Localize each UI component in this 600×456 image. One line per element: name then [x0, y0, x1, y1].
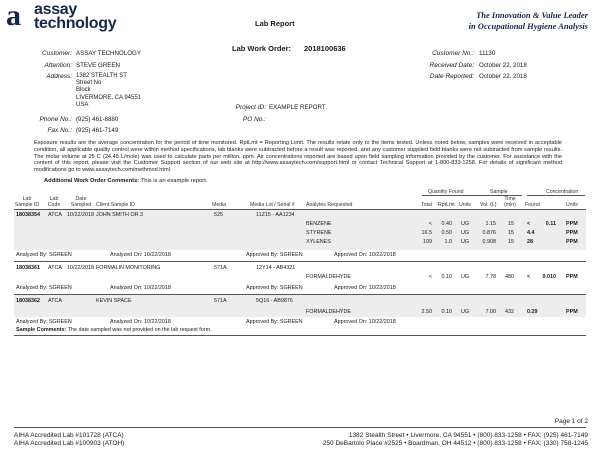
- attention-value: STEVE GREEN: [76, 62, 121, 69]
- analyte-time: 432: [505, 309, 514, 315]
- lab-code: ATCA: [48, 265, 62, 271]
- header-total: Total: [421, 202, 432, 208]
- header-analytes: Analytes Requested: [306, 202, 353, 208]
- header-lab-code: Lab Code: [47, 196, 61, 208]
- date-reported-value: October 22, 2018: [479, 73, 527, 80]
- header-client-sample-id: Client Sample ID: [96, 202, 135, 208]
- media: 571A: [214, 298, 227, 304]
- analyte-total: 2.50: [421, 309, 432, 315]
- address-line: LIVERMORE, CA 94551: [76, 94, 142, 101]
- header-media-lot: Media Lot / Serial #: [250, 202, 295, 208]
- approved-on: Approved On: 10/22/2018: [334, 285, 396, 291]
- header-group-quantity: Quantity Found: [428, 189, 464, 195]
- analyte-vol: 0.908: [482, 239, 496, 245]
- analyte-conc-units: PPM: [566, 274, 578, 280]
- exposure-notes: Exposure results are the average concentration for the period of time monitored. RptLmt = Reporting Limit. The results relate only to the items tested. Unless noted below, samples were received in acceptable condition, all applicable quality control were within method specifications, lab blanks were subtracted before a result was reported, and any customer supplied field blanks were not subtracted from sample results. The molar volume at 25 C (24.45 L/mole) was used to calculate parts per million, ppm. Air concentrations reported are based upon field sampling information provided by the customer. For assistance with the content of this report, please visit the Customer Support section of our web site at http://www.assaytech.com/support.html or contact Technical Support at 1-800-833-1258. For details of significant method modifications go to www.assaytech.com/methmod.html.: [34, 140, 562, 174]
- analyte-units: UG: [461, 230, 470, 236]
- header-units: Units: [459, 202, 471, 208]
- footer-addresses: [323, 432, 588, 448]
- project-id-label: Project ID:: [235, 104, 266, 111]
- group-rule-concentration: [527, 195, 585, 196]
- header-rptlmt: RptLmt: [438, 202, 455, 208]
- analyte-total: <: [428, 221, 432, 227]
- logo-word-technology: technology: [34, 15, 117, 32]
- company-logo: [6, 2, 156, 36]
- media-lot: 11Z15 - AA1234: [256, 212, 295, 218]
- analyzed-by: Analyzed By: SGREEN: [16, 285, 72, 291]
- header-found: Found: [525, 202, 540, 208]
- media: 571A: [214, 265, 227, 271]
- header-group-concentration: Concentration: [546, 189, 579, 195]
- approved-on: Approved On: 10/22/2018: [334, 252, 396, 258]
- customer-label: Customer:: [42, 50, 72, 57]
- analyte-name: FORMALDEHYDE: [306, 274, 351, 280]
- header-conc-units: Units: [566, 202, 578, 208]
- page-indicator: Page 1 of 2: [554, 418, 588, 425]
- footer-address-line: 1382 Stealth Street • Livermore, CA 94551 • (800) 833-1258 • FAX: (925) 461-7149: [348, 432, 588, 439]
- lab-sample-id: 18038354: [16, 212, 40, 218]
- analyte-conc-units: PPM: [566, 230, 578, 236]
- analyte-rptlmt: 0.10: [441, 309, 452, 315]
- analyte-time: 15: [508, 239, 514, 245]
- tagline-line-2: in Occupational Hygiene Analysis: [468, 21, 588, 31]
- address-line: USA: [76, 101, 89, 108]
- work-order-value: 2018100636: [304, 44, 346, 53]
- analyzed-by: Analyzed By: SGREEN: [16, 252, 72, 258]
- approved-on: Approved On: 10/22/2018: [334, 319, 396, 325]
- analyte-conc-units: PPM: [566, 221, 578, 227]
- header-lab-sample-id: Lab Sample ID: [14, 196, 40, 208]
- attention-label: Attention:: [44, 62, 72, 69]
- analyte-time: 15: [508, 230, 514, 236]
- header-group-sample: Sample: [490, 189, 508, 195]
- analyte-units: UG: [461, 239, 470, 245]
- header-media: Media: [212, 202, 227, 208]
- analyzed-on: Analyzed On: 10/22/2018: [110, 285, 171, 291]
- header-vol: Vol. (L): [480, 202, 497, 208]
- customer-value: ASSAY TECHNOLOGY: [76, 50, 141, 57]
- header-date-sampled: Date Sampled: [70, 196, 92, 208]
- lab-code: ATCA: [48, 298, 62, 304]
- address-label: Address:: [46, 73, 72, 80]
- client-sample-id: JOHN SMITH OR 3: [96, 212, 144, 218]
- footer-accreditations: [14, 432, 124, 448]
- analyte-total: 109: [423, 239, 432, 245]
- date-sampled: 10/22/2018: [67, 212, 94, 218]
- fax-label: Fax No.:: [47, 127, 72, 134]
- phone-value: (925) 461-8880: [76, 116, 119, 123]
- received-date-value: October 22, 2018: [479, 62, 527, 69]
- logo-mark: a: [6, 0, 21, 32]
- analyte-name: BENZENE: [306, 221, 332, 227]
- analyte-conc-units: PPM: [566, 239, 578, 245]
- analyte-total: <: [428, 274, 432, 280]
- additional-comments-value: This is an example report.: [140, 178, 208, 184]
- header-time: Time (min): [504, 196, 516, 208]
- address-line: Block: [76, 87, 91, 94]
- analyte-found: 0.010: [542, 274, 556, 280]
- analyte-name: FORMALDEHYDE: [306, 309, 351, 315]
- analyte-vol: 1.15: [485, 221, 496, 227]
- date-reported-label: Date Reported:: [429, 73, 474, 80]
- approved-by: Approved By: SGREEN: [246, 319, 303, 325]
- project-id-value: EXAMPLE REPORT: [269, 104, 326, 111]
- footer-accreditation-line: AIHA Accredited Lab #100903 (ATOH): [14, 440, 125, 447]
- sample-comment: [16, 327, 212, 333]
- analyte-flag: <: [527, 221, 531, 227]
- address-block: [76, 73, 141, 109]
- analyte-found: 4.4: [527, 230, 535, 236]
- analyte-time: 15: [508, 221, 514, 227]
- work-order-label: Lab Work Order:: [232, 44, 292, 53]
- customer-no-value: 11130: [479, 50, 496, 57]
- footer-rule: [14, 427, 586, 428]
- analyte-units: UG: [461, 274, 470, 280]
- sample-comment-value: The date sampled was not provided on the lab request form.: [67, 327, 212, 333]
- analyte-total: 16.5: [421, 230, 432, 236]
- analyte-rptlmt: 0.40: [441, 221, 452, 227]
- phone-label: Phone No.:: [39, 116, 72, 123]
- address-line: 1382 STEALTH ST: [76, 73, 127, 79]
- analyte-flag: <: [527, 274, 531, 280]
- media: 525: [214, 212, 223, 218]
- received-date-label: Received Date:: [429, 62, 474, 69]
- analyte-name: STYRENE: [306, 230, 332, 236]
- analyte-rptlmt: 1.0: [444, 239, 452, 245]
- analyte-units: UG: [461, 221, 470, 227]
- media-lot: 5Q16 - AB9876: [256, 298, 293, 304]
- lab-sample-id: 18038362: [16, 298, 40, 304]
- approved-by: Approved By: SGREEN: [246, 252, 303, 258]
- analyte-vol: 7.78: [485, 274, 496, 280]
- analyzed-by: Analyzed By: SGREEN: [16, 319, 72, 325]
- analyte-vol: 7.00: [485, 309, 496, 315]
- client-sample-id: KEVIN SPACE: [96, 298, 132, 304]
- media-lot: 12Y14 - AB4321: [256, 265, 296, 271]
- analyte-vol: 0.876: [482, 230, 496, 236]
- analyte-rptlmt: 0.10: [441, 274, 452, 280]
- analyte-name: XYLENES: [306, 239, 331, 245]
- group-rule-quantity: [422, 195, 478, 196]
- analyte-found: 28: [527, 239, 533, 245]
- analyte-rptlmt: 0.50: [441, 230, 452, 236]
- additional-comments: [44, 178, 207, 184]
- fax-value: (925) 461-7149: [76, 127, 119, 134]
- po-label: PO No.:: [242, 116, 266, 123]
- footer-address-line: 250 DeBartolo Place #2525 • Boardman, OH 44512 • (800) 833-1258 • FAX: (330) 758-1245: [322, 440, 588, 447]
- analyzed-on: Analyzed On: 10/22/2018: [110, 252, 171, 258]
- approved-by: Approved By: SGREEN: [246, 285, 303, 291]
- sample-rule: [14, 335, 586, 336]
- analyte-found: 0.29: [527, 309, 538, 315]
- logo-word-assay: assay: [34, 1, 77, 18]
- customer-no-label: Customer No.:: [432, 50, 474, 57]
- lab-code: ATCA: [48, 212, 62, 218]
- analyte-units: UG: [461, 309, 470, 315]
- sample-comment-label: Sample Comments:: [16, 327, 67, 333]
- tagline-line-1: The Innovation & Value Leader: [476, 10, 588, 20]
- tagline: [388, 10, 588, 32]
- additional-comments-label: Additional Work Order Comments:: [44, 178, 140, 184]
- report-title: Lab Report: [255, 19, 295, 28]
- analyzed-on: Analyzed On: 10/22/2018: [110, 319, 171, 325]
- address-line: Street No: [76, 80, 102, 87]
- analyte-conc-units: PPM: [566, 309, 578, 315]
- analyte-found: 0.11: [545, 221, 556, 227]
- footer-accreditation-line: AIHA Accredited Lab #101728 (ATCA): [14, 432, 124, 439]
- lab-sample-id: 18038361: [16, 265, 40, 271]
- client-sample-id: FORMALIN MONITORING: [96, 265, 161, 271]
- analyte-time: 480: [505, 274, 514, 280]
- date-sampled: 10/22/2018: [67, 265, 94, 271]
